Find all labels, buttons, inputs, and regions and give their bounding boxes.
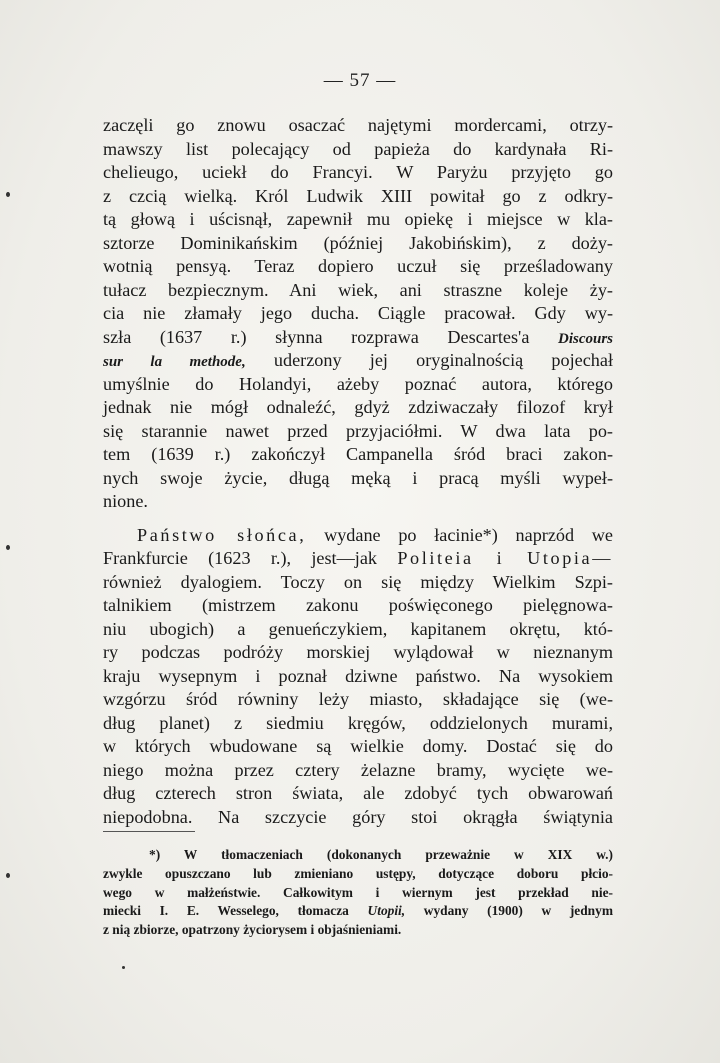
text-line-politeia xyxy=(103,547,613,571)
scan-speck xyxy=(6,192,10,197)
text-segment: miecki I. E. Wesselego, tłomacza xyxy=(103,903,349,919)
text-line: chelieugo, uciekł do Francyi. W Paryżu przyjęto go xyxy=(103,162,613,182)
text-line-paragraph2-start xyxy=(103,524,613,548)
footnote-divider xyxy=(103,831,195,832)
text-line: wzgórzu śród równiny leży miasto, składające się (we- xyxy=(103,689,613,709)
page-number: — 57 — xyxy=(323,70,397,91)
text-segment: szła (1637 r.) słynna rozprawa Descartes'a xyxy=(103,326,530,347)
text-line: kraju wysepnym i poznał dziwne państwo. Na wysokiem xyxy=(103,665,613,686)
text-line: zaczęli go znowu osaczać najętymi mordercami, otrzy- xyxy=(103,115,613,135)
text-line: umyślnie do Holandyi, ażeby poznać autora, którego xyxy=(103,373,613,394)
footnote-line: *) W tłomaczeniach (dokonanych przeważnie w XIX w.) xyxy=(149,847,613,862)
text-line: nych swoje życie, długą męką i pracą myśli wypeł- xyxy=(103,467,613,488)
spaced-title: Politeia i Utopia— xyxy=(397,548,614,568)
text-line: mawszy list polecający od papieża do kardynała Ri- xyxy=(103,138,613,159)
book-title-italic: Discours xyxy=(557,330,613,347)
text-line: wotnią pensyą. Teraz dopiero uczuł się prześladowany xyxy=(103,256,613,276)
footnote-line: wego w małżeństwie. Całkowitym i wiernym jest przekład nie- xyxy=(103,884,613,900)
text-line: się starannie nawet przed przyjaciółmi. W dwa lata po- xyxy=(103,420,613,441)
text-line: dług planet) z siedmiu kręgów, oddzielonych murami, xyxy=(103,712,613,733)
text-line: sztorze Dominikańskim (później Jakobińskim), z doży- xyxy=(103,232,613,253)
spaced-title: Państwo słońca, xyxy=(137,524,307,545)
scan-speck xyxy=(6,545,10,550)
scan-speck xyxy=(122,966,125,969)
footnote-line: z nią zbiorze, opatrzony życiorysem i objaśnieniami. xyxy=(103,922,402,938)
text-line: jednak nie mógł odnaleźć, gdyż zdziwaczały filozof krył xyxy=(103,397,613,417)
text-segment: wydany (1900) w jednym xyxy=(423,903,613,919)
footnote-line: zwykle opuszczano lub zmieniano ustępy, dotyczące doboru płcio- xyxy=(103,865,613,881)
text-line: nione. xyxy=(103,491,148,511)
paragraph-gap xyxy=(103,514,613,524)
footnote-line xyxy=(103,902,613,921)
main-text xyxy=(103,114,613,829)
text-line: dług czterech stron świata, ale zdobyć tych obwarowań xyxy=(103,783,613,803)
book-title-italic: sur la methode, xyxy=(103,354,246,370)
book-title-italic: Utopii, xyxy=(367,903,406,919)
footnote xyxy=(103,846,613,940)
text-line: cia nie złamały jego ducha. Ciągle pracował. Gdy wy- xyxy=(103,303,613,323)
text-line: ry podczas podróży morskiej wylądował w nieznanym xyxy=(103,642,613,662)
text-line: z czcią wielką. Król Ludwik XIII powitał go z odkry- xyxy=(103,185,613,206)
text-line: niu ubogich) a genueńczykiem, kapitanem okrętu, któ- xyxy=(103,618,613,639)
text-line: tą głową i uścisnął, zapewnił mu opiekę i miejsce w kla- xyxy=(103,209,613,229)
text-line: talnikiem (mistrzem zakonu poświęconego pielęgnowa- xyxy=(103,595,613,615)
text-segment: wydane po łacinie*) naprzód we xyxy=(324,524,614,545)
text-line-discours xyxy=(103,326,613,350)
scan-speck xyxy=(6,873,10,878)
text-line: tem (1639 r.) zakończył Campanella śród braci zakon- xyxy=(103,444,613,464)
text-line: w których wbudowane są wielkie domy. Dostać się do xyxy=(103,736,613,756)
text-line: również dyalogiem. Toczy on się między Wielkim Szpi- xyxy=(103,571,613,592)
text-segment: uderzony jej oryginalnością pojechał xyxy=(273,350,613,370)
text-line: niego można przez cztery żelazne bramy, wycięte we- xyxy=(103,759,613,780)
text-line-methode xyxy=(103,349,613,373)
text-segment: Frankfurcie (1623 r.), jest—jak xyxy=(103,548,378,568)
text-line: niepodobna. Na szczycie góry stoi okrągła świątynia xyxy=(103,806,613,827)
text-line: tułacz bezpiecznym. Ani wiek, ani straszne koleje ży- xyxy=(103,279,613,300)
